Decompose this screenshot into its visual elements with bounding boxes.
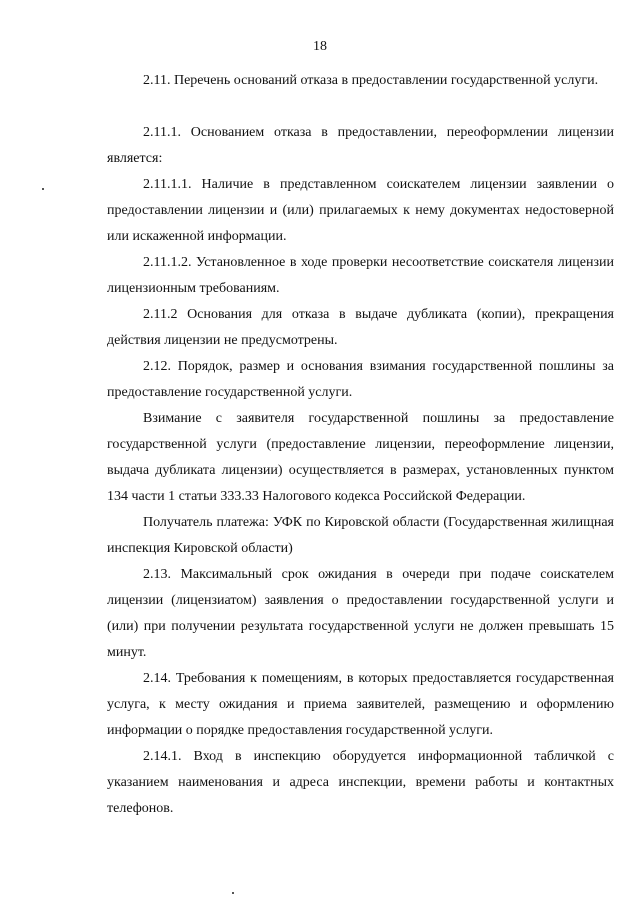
- paragraph-state-fee: Взимание с заявителя государственной пошлины за предоставление государственной услуги (предоставление лицензии, переоформление лицензии, выдача дубликата лицензии) осуществляется в размерах, установленных пунктом 134 части 1 статьи 333.33 Налогового кодекса Российской Федерации.: [107, 411, 614, 504]
- scan-speck: [232, 892, 234, 894]
- paragraph-recipient: Получатель платежа: УФК по Кировской области (Государственная жилищная инспекция Кировской области): [107, 515, 614, 556]
- scan-speck: [42, 188, 44, 190]
- paragraph-2-11-1-2: 2.11.1.2. Установленное в ходе проверки несоответствие соискателя лицензии лицензионным требованиям.: [107, 255, 614, 296]
- paragraph-2-11-2: 2.11.2 Основания для отказа в выдаче дубликата (копии), прекращения действия лицензии не предусмотрены.: [107, 307, 614, 348]
- paragraph-2-11: 2.11. Перечень оснований отказа в предоставлении государственной услуги.: [143, 73, 599, 88]
- paragraph-2-13: 2.13. Максимальный срок ожидания в очереди при подаче соискателем лицензии (лицензиатом) заявления о предоставлении государственной услуги и (или) при получении результата государственной услуги не должен превышать 15 минут.: [107, 567, 614, 660]
- page-number: 18: [313, 39, 327, 54]
- paragraph-2-14-1: 2.14.1. Вход в инспекцию оборудуется информационной табличкой с указанием наименования и адреса инспекции, времени работы и контактных телефонов.: [107, 749, 614, 816]
- paragraph-2-12: 2.12. Порядок, размер и основания взимания государственной пошлины за предоставление государственной услуги.: [107, 359, 614, 400]
- paragraph-2-11-1: 2.11.1. Основанием отказа в предоставлении, переоформлении лицензии является:: [107, 125, 614, 166]
- paragraph-2-14: 2.14. Требования к помещениям, в которых предоставляется государственная услуга, к месту ожидания и приема заявителей, размещению и оформлению информации о порядке предоставления государственной услуги.: [107, 671, 614, 738]
- paragraph-2-11-1-1: 2.11.1.1. Наличие в представленном соискателем лицензии заявлении о предоставлении лицензии и (или) прилагаемых к нему документах недостоверной или искаженной информации.: [107, 177, 614, 244]
